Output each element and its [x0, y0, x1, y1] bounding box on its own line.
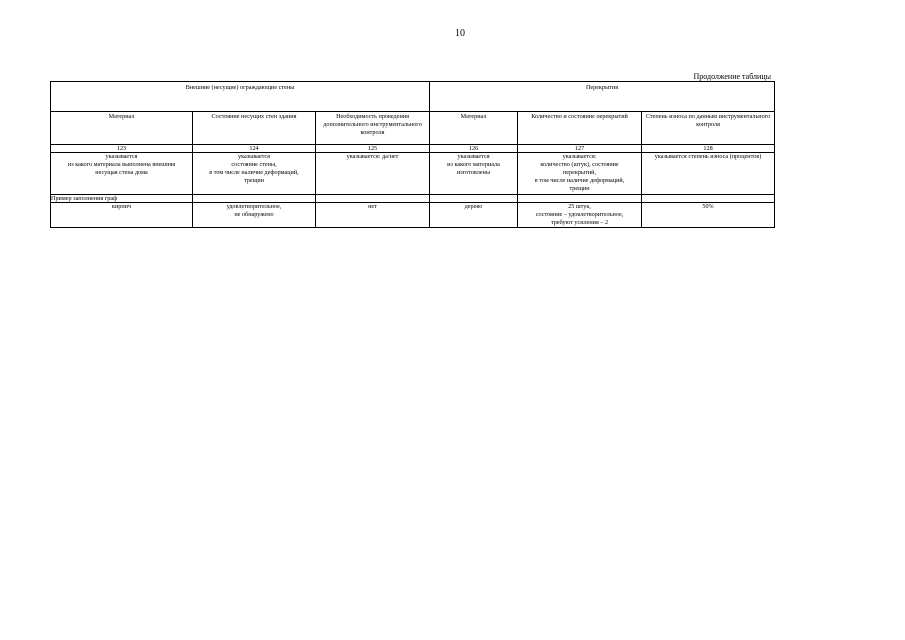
column-header: Необходимость проведения дополнительного инструментального контроля [316, 112, 430, 145]
description-cell [518, 153, 642, 195]
cell-line: в том числе наличие деформаций, [209, 169, 299, 176]
description-cell [430, 153, 518, 195]
column-header: Состояние несущих стен здания [193, 112, 316, 145]
cell-line: трещин [243, 177, 264, 184]
cell-line: изготовлены [457, 169, 491, 176]
example-cell [51, 203, 193, 228]
cell-line: нет [368, 203, 377, 210]
example-cell [518, 203, 642, 228]
cell-line: состояние – удовлетворительное, [535, 211, 624, 218]
description-cell [51, 153, 193, 195]
cell-line: указывается [457, 153, 490, 160]
description-cell [642, 153, 775, 195]
cell-line: несущая стена дома [95, 169, 148, 176]
cell-line: трещин [569, 185, 590, 192]
group-header-row [51, 82, 775, 112]
cell-line: указывается степень износа (процентов) [654, 153, 762, 160]
cell-line: количество (штук), состояние [540, 161, 619, 168]
cell-line: указывается [105, 153, 138, 160]
cell-line: кирпич [111, 203, 132, 210]
cell-line: из какого материала [447, 161, 500, 168]
group-header-walls: Внешние (несущие) ограждающие стены [51, 82, 430, 112]
column-header: Степень износа по данным инструментального контроля [642, 112, 775, 145]
column-number-row [51, 145, 775, 153]
empty-cell [430, 195, 518, 203]
column-header-row [51, 112, 775, 145]
column-number: 127 [518, 145, 642, 153]
example-cell [316, 203, 430, 228]
example-cell [642, 203, 775, 228]
data-table [50, 81, 775, 228]
cell-line: из какого материала выполнена внешняя [67, 161, 176, 168]
continuation-label: Продолжение таблицы [693, 72, 771, 81]
example-label: Пример заполнения граф [51, 195, 193, 203]
example-cell [193, 203, 316, 228]
cell-line: указывается [237, 153, 271, 160]
cell-line: дерево [464, 203, 483, 210]
empty-cell [642, 195, 775, 203]
cell-line: удовлетворительное, [226, 203, 282, 210]
cell-line: 25 штук, [568, 203, 591, 210]
empty-cell [316, 195, 430, 203]
column-header: Количество и состояние перекрытий [518, 112, 642, 145]
cell-line: перекрытий, [563, 169, 597, 176]
cell-line: указывается: [562, 153, 597, 160]
example-label-row [51, 195, 775, 203]
example-row [51, 203, 775, 228]
column-header: Материал [51, 112, 193, 145]
cell-line: в том числе наличие деформаций, [534, 177, 625, 184]
cell-line: состояние стены, [231, 161, 277, 168]
group-header-floors: Перекрытия [430, 82, 775, 112]
example-cell [430, 203, 518, 228]
empty-cell [518, 195, 642, 203]
description-cell [316, 153, 430, 195]
column-number: 124 [193, 145, 316, 153]
cell-line: указывается: да/нет [346, 153, 399, 160]
column-number: 123 [51, 145, 193, 153]
column-number: 126 [430, 145, 518, 153]
cell-line: требуют усиления – 2 [550, 219, 609, 226]
cell-line: не обнаружено [234, 211, 274, 218]
description-cell [193, 153, 316, 195]
empty-cell [193, 195, 316, 203]
column-number: 128 [642, 145, 775, 153]
column-header: Материал [430, 112, 518, 145]
cell-line: 50% [702, 203, 714, 210]
description-row [51, 153, 775, 195]
page-number: 10 [455, 28, 465, 39]
column-number: 125 [316, 145, 430, 153]
